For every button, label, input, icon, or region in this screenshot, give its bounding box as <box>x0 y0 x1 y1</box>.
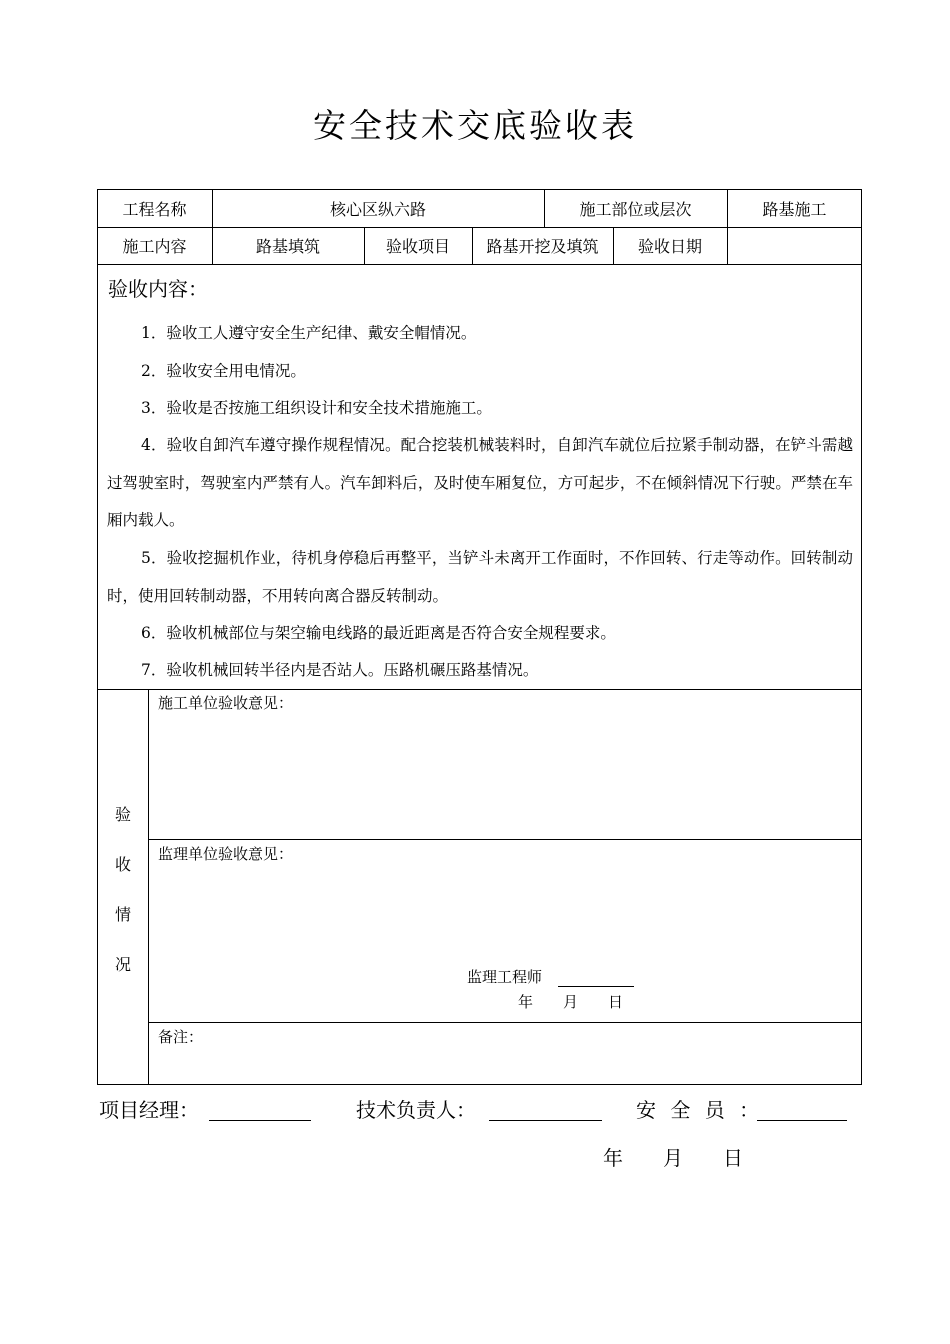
engineer-label: 监理工程师 <box>467 968 543 986</box>
construction-opinion-label: 施工单位验收意见： <box>158 694 294 712</box>
project-manager-signature-line[interactable] <box>209 1120 311 1121</box>
acceptance-date-label: 验收日期 <box>637 237 702 256</box>
content-item: 1．验收工人遵守安全生产纪律、戴安全帽情况。 <box>141 324 477 342</box>
content-item: 2．验收安全用电情况。 <box>141 362 306 380</box>
location-value: 路基施工 <box>762 199 827 219</box>
acceptance-side-char: 收 <box>114 855 131 874</box>
supervision-date: 年 月 日 <box>518 993 624 1011</box>
table-divider <box>148 1022 862 1023</box>
project-name-value: 核心区纵六路 <box>329 199 426 219</box>
table-divider <box>148 839 862 840</box>
acceptance-side-char: 情 <box>114 905 131 924</box>
page-title: 安全技术交底验收表 <box>313 106 637 145</box>
acceptance-side-char: 验 <box>114 805 131 824</box>
construction-content-label: 施工内容 <box>122 237 187 256</box>
acceptance-item-value: 路基开挖及填筑 <box>486 237 599 256</box>
safety-officer-signature-line[interactable] <box>757 1120 847 1121</box>
project-name-label: 工程名称 <box>122 199 187 219</box>
acceptance-date-value <box>727 227 862 264</box>
content-item: 3．验收是否按施工组织设计和安全技术措施施工。 <box>141 399 492 417</box>
engineer-signature-line[interactable] <box>558 986 634 987</box>
supervision-opinion-label: 监理单位验收意见： <box>158 845 294 863</box>
technical-lead-signature-line[interactable] <box>489 1120 602 1121</box>
technical-lead-label: 技术负责人： <box>356 1098 476 1122</box>
acceptance-item-label: 验收项目 <box>385 237 450 256</box>
content-item: 5．验收挖掘机作业，待机身停稳后再整平，当铲斗未离开工作面时，不作回转、行走等动作。回转制动时，使用回转制动器，不用转向离合器反转制动。 <box>107 549 853 605</box>
content-heading: 验收内容： <box>108 277 208 301</box>
content-item: 7．验收机械回转半径内是否站人。压路机碾压路基情况。 <box>141 661 539 679</box>
acceptance-side-char: 况 <box>114 955 131 974</box>
project-manager-label: 项目经理： <box>99 1098 199 1122</box>
table-divider <box>148 689 149 1085</box>
content-item: 4．验收自卸汽车遵守操作规程情况。配合挖装机械装料时，自卸汽车就位后拉紧手制动器，在铲斗需越过驾驶室时，驾驶室内严禁有人。汽车卸料后，及时使车厢复位，方可起步，不在倾斜情况下行驶。严禁在车厢内载人。 <box>107 436 853 529</box>
remarks-label: 备注： <box>158 1028 204 1046</box>
content-item: 6．验收机械部位与架空输电线路的最近距离是否符合安全规程要求。 <box>141 624 616 642</box>
location-label: 施工部位或层次 <box>579 199 692 219</box>
construction-content-value: 路基填筑 <box>255 237 320 256</box>
signature-date: 年 月 日 <box>603 1146 743 1170</box>
table-divider <box>97 264 862 265</box>
safety-officer-label: 安 全 员 ： <box>636 1098 764 1122</box>
